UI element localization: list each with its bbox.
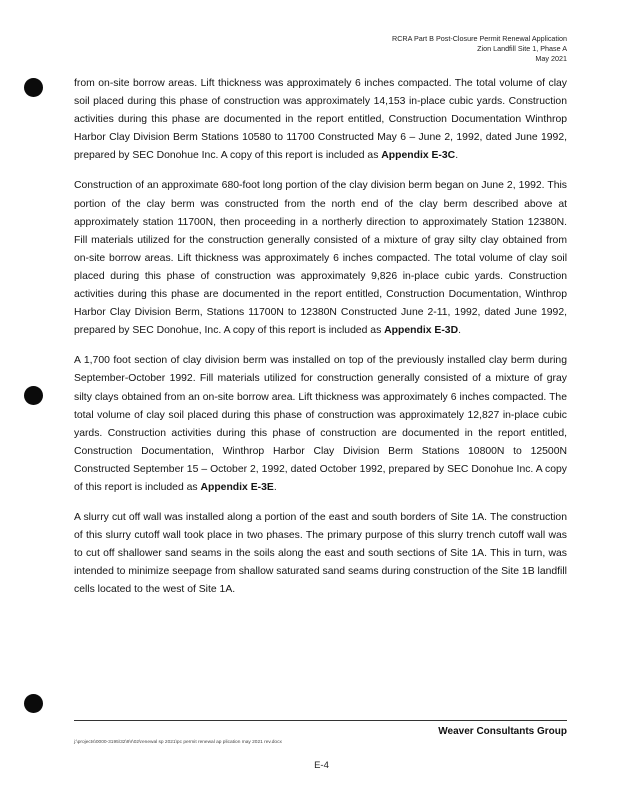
header-date: May 2021	[535, 54, 567, 63]
binder-hole	[24, 78, 43, 97]
company-name: Weaver Consultants Group	[438, 726, 567, 737]
paragraph: Construction of an approximate 680-foot long portion of the clay division berm began on June 2, 1992. This portion of the clay berm was constructed from the north end of the clay berm described above at approximately station 11700N, then proceeding in a northerly direction to approximately Station 12380N. Fill materials utilized for the construction generally consisted of a mixture of gray silty clay obtained from on-site borrow areas. Lift thickness was approximately 6 inches compacted. The total volume of clay soil placed during this phase of construction was approximately 9,826 in-place cubic yards. Construction activities during this phase are documented in the report entitled, Construction Documentation, Winthrop Harbor Clay Division Berm, Stations 11700N to 12380N Constructed June 2-11, 1992, dated June 1992, prepared by SEC Donohue, Inc. A copy of this report is included as Appendix E-3D.	[74, 180, 567, 337]
binder-hole	[24, 386, 43, 405]
footer-rule	[74, 720, 567, 721]
paragraph: A 1,700 foot section of clay division berm was installed on top of the previously installed clay berm during September-October 1992. Fill materials utilized for construction generally consisted of a mixture of gray silty clays obtained from an on-site borrow area. Lift thickness was approximately 6 inches compacted. The total volume of clay soil placed during this phase of construction was approximately 12,827 in-place cubic yards. Construction activities during this phase of construction are documented in the report entitled, Construction Documentation, Winthrop Harbor Clay Division Berm Stations 10800N to 12500N Constructed September 15 – October 2, 1992, dated October 1992, prepared by SEC Donohue Inc. A copy of this report is included as Appendix E-3E.	[74, 355, 567, 493]
appendix-reference: Appendix E-3E	[200, 481, 274, 493]
file-path: j:\projects\0000-3195\32\9\r\02\renewal sp 2021\pc permit renewal ap plication may 2021 rev.docx	[74, 740, 282, 745]
paragraph: from on-site borrow areas. Lift thickness was approximately 6 inches compacted. The total volume of clay soil placed during this phase of construction was approximately 14,153 in-place cubic yards. Construction activities during this phase are documented in the report entitled, Construction Documentation Winthrop Harbor Clay Division Berm Stations 10580 to 11700 Constructed May 6 – June 2, 1992, dated June 1992, prepared by SEC Donohue Inc. A copy of this report is included as Appendix E-3C.	[74, 78, 567, 162]
appendix-reference: Appendix E-3C	[381, 150, 456, 162]
document-body	[74, 75, 567, 612]
document-header	[392, 34, 567, 64]
binder-hole	[24, 694, 43, 713]
paragraph: A slurry cut off wall was installed along a portion of the east and south borders of Site 1A. The construction of this slurry cutoff wall took place in two phases. The primary purpose of this slurry trench cutoff wall was to cut off shallower sand seams in the soils along the east and south sections of Site 1A. This in turn, was intended to minimize seepage from shallow saturated sand seams during construction of the Site 1B landfill cells located to the west of Site 1A.	[74, 512, 567, 596]
header-title: RCRA Part B Post-Closure Permit Renewal Application	[392, 34, 567, 43]
appendix-reference: Appendix E-3D	[384, 325, 459, 337]
header-site: Zion Landfill Site 1, Phase A	[477, 44, 567, 53]
page-number: E-4	[314, 760, 329, 771]
